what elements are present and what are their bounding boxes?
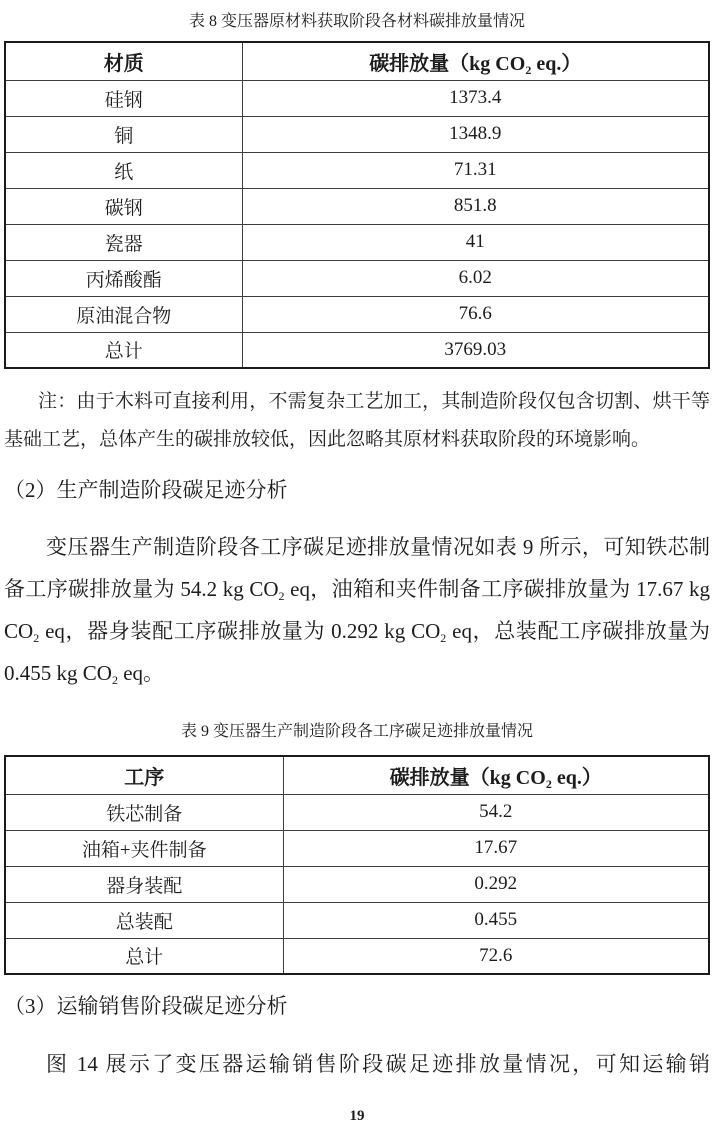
text-segment: eq.） <box>531 52 582 75</box>
page-number: 19 <box>349 1108 365 1124</box>
material-cell: 铜 <box>5 116 242 152</box>
material-cell: 碳钢 <box>5 188 242 224</box>
text-segment: eq。 <box>117 661 165 685</box>
table-row <box>5 794 709 830</box>
table9-caption: 表 9 变压器生产制造阶段各工序碳足迹排放量情况 <box>180 723 533 740</box>
process-cell: 总装配 <box>5 902 283 938</box>
value-cell: 1348.9 <box>242 116 709 152</box>
co2-subscript: 2 <box>545 776 552 791</box>
value-cell: 17.67 <box>283 830 709 866</box>
table-row <box>5 260 709 296</box>
value-cell: 76.6 <box>242 296 709 332</box>
emission-column-header <box>242 42 709 80</box>
co2-subscript: 2 <box>278 589 285 603</box>
material-cell: 丙烯酸酯 <box>5 260 242 296</box>
value-cell: 0.292 <box>283 866 709 902</box>
table8-header-row <box>5 42 709 80</box>
material-cell: 原油混合物 <box>5 296 242 332</box>
table-total-row <box>5 938 709 974</box>
text-segment: 图 14 展示了变压器运输销售阶段碳足迹排放量情况，可知运输销 <box>46 1052 710 1076</box>
total-label-cell: 总计 <box>5 332 242 368</box>
section-3-heading: （3）运输销售阶段碳足迹分析 <box>4 994 288 1018</box>
emission-column-header <box>283 756 709 794</box>
value-cell: 6.02 <box>242 260 709 296</box>
table-row <box>5 866 709 902</box>
process-cell: 器身装配 <box>5 866 283 902</box>
process-cell: 油箱+夹件制备 <box>5 830 283 866</box>
value-cell: 851.8 <box>242 188 709 224</box>
value-cell: 0.455 <box>283 902 709 938</box>
table-row <box>5 224 709 260</box>
table8-caption: 表 8 变压器原材料获取阶段各材料碳排放量情况 <box>188 13 525 30</box>
total-value-cell: 3769.03 <box>242 332 709 368</box>
section-2-heading: （2）生产制造阶段碳足迹分析 <box>4 478 288 502</box>
value-cell: 41 <box>242 224 709 260</box>
table-row <box>5 296 709 332</box>
table-row <box>5 116 709 152</box>
table-total-row <box>5 332 709 368</box>
material-cell: 纸 <box>5 152 242 188</box>
table9-header-row <box>5 756 709 794</box>
value-cell: 54.2 <box>283 794 709 830</box>
co2-subscript: 2 <box>111 673 118 687</box>
value-cell: 1373.4 <box>242 80 709 116</box>
text-segment: 变压器生产制造阶段各工序碳足迹排放量情况如表 9 所示，可知铁芯制备工序碳排放量为 54.2 kg CO <box>4 535 710 601</box>
manufacturing-paragraph <box>4 526 710 694</box>
total-value-cell: 72.6 <box>283 938 709 974</box>
table-row <box>5 830 709 866</box>
text-segment: eq，器身装配工序碳排放量为 0.292 kg CO <box>39 619 441 643</box>
material-cell: 硅钢 <box>5 80 242 116</box>
process-cell: 铁芯制备 <box>5 794 283 830</box>
co2-subscript: 2 <box>525 62 532 77</box>
table-row <box>5 152 709 188</box>
value-cell: 71.31 <box>242 152 709 188</box>
text-segment: eq，总装配工序碳排放量为 0.455 kg CO <box>4 619 710 685</box>
text-segment: eq.） <box>551 766 602 789</box>
table9 <box>4 755 710 975</box>
co2-subscript: 2 <box>33 631 40 645</box>
table-row <box>5 188 709 224</box>
total-label-cell: 总计 <box>5 938 283 974</box>
co2-subscript: 2 <box>440 631 447 645</box>
process-column-header: 工序 <box>5 756 283 794</box>
material-cell: 瓷器 <box>5 224 242 260</box>
text-segment: 碳排放量（kg CO <box>369 52 526 75</box>
text-segment: eq，油箱和夹件制备工序碳排放量为 17.67 kg CO <box>4 577 711 643</box>
text-segment: 碳排放量（kg CO <box>389 766 546 789</box>
material-column-header: 材质 <box>5 42 242 80</box>
table-row <box>5 80 709 116</box>
transport-paragraph <box>4 1043 710 1085</box>
table8 <box>4 41 710 369</box>
table8-note: 注：由于木料可直接利用，不需复杂工艺加工，其制造阶段仅包含切割、烘干等基础工艺，总体产生的碳排放较低，因此忽略其原材料获取阶段的环境影响。 <box>4 391 710 450</box>
table-row <box>5 902 709 938</box>
